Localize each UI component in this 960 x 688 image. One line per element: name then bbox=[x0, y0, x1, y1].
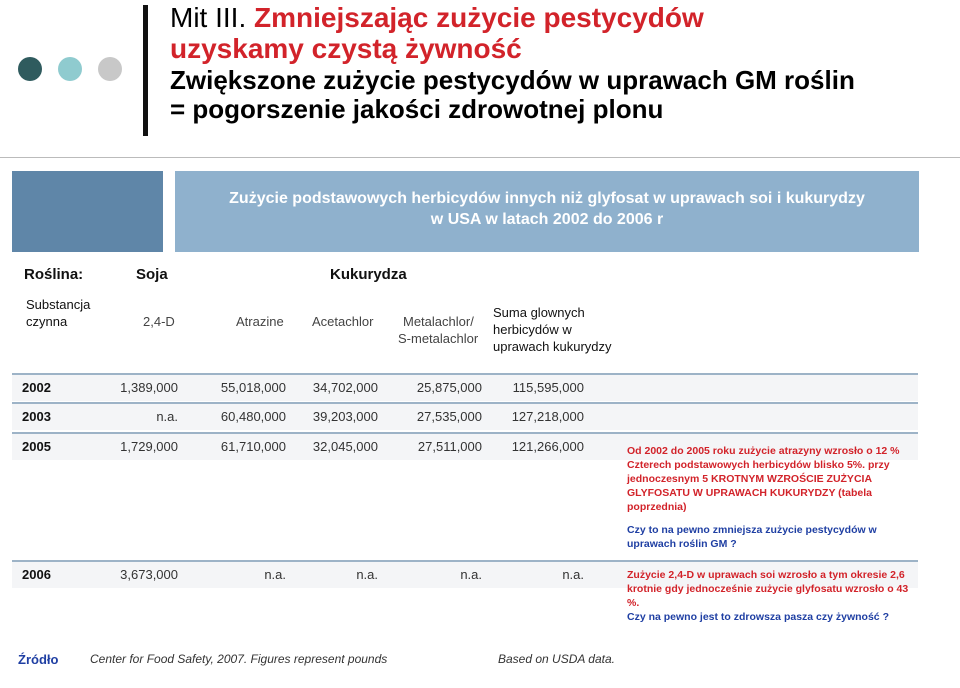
title-rule bbox=[0, 157, 960, 158]
col-sum-3: uprawach kukurydzy bbox=[493, 339, 612, 354]
cell-24d: 1,729,000 bbox=[120, 439, 178, 454]
note-atrazine: Od 2002 do 2005 roku zużycie atrazyny wzrosło o 12 % Czterech podstawowych herbicydów blisko 5%. przy jednoczesnym 5 KROTNYM WZROŚCIE ZUŻYCIA GLYFOSATU W UPRAWACH KUKURYDZY (tabela poprzednia) bbox=[627, 445, 900, 513]
cell-atrazine: n.a. bbox=[264, 567, 286, 582]
subtitle-1: Zwiększone zużycie pestycydów w uprawach GM roślin bbox=[170, 65, 855, 95]
col-sum-2: herbicydów w bbox=[493, 322, 572, 337]
table-row bbox=[12, 402, 918, 430]
cell-metalachlor: 25,875,000 bbox=[416, 380, 482, 395]
row-year: 2002 bbox=[22, 380, 51, 395]
dot-dark bbox=[18, 57, 42, 81]
cell-sum: 115,595,000 bbox=[512, 380, 584, 395]
cell-acetachlor: 32,045,000 bbox=[312, 439, 378, 454]
decorative-dots bbox=[18, 57, 122, 81]
plant-label: Roślina: bbox=[24, 266, 84, 283]
substance-label-1: Substancja bbox=[26, 297, 91, 312]
cell-acetachlor: 34,702,000 bbox=[312, 380, 378, 395]
slide-title bbox=[170, 2, 950, 124]
table-title-1: Zużycie podstawowych herbicydów innych niż glyfosat w uprawach soi i kukurydzy bbox=[229, 190, 865, 207]
substance-label bbox=[26, 296, 90, 330]
table-banner bbox=[175, 171, 919, 252]
title-line-1 bbox=[170, 2, 950, 34]
title-divider bbox=[143, 5, 148, 136]
source-right: Based on USDA data. bbox=[498, 652, 615, 666]
cell-acetachlor: n.a. bbox=[356, 567, 378, 582]
source-left: Center for Food Safety, 2007. Figures represent pounds bbox=[90, 652, 388, 666]
cell-sum: 121,266,000 bbox=[511, 439, 584, 454]
cell-acetachlor: 39,203,000 bbox=[312, 409, 378, 424]
col-sum-1: Suma glownych bbox=[493, 305, 585, 320]
corn-label: Kukurydza bbox=[330, 266, 407, 283]
cell-atrazine: 60,480,000 bbox=[220, 409, 286, 424]
cell-24d: 3,673,000 bbox=[120, 567, 178, 582]
note-question-2: Czy na pewno jest to zdrowsza pasza czy żywność ? bbox=[627, 611, 889, 623]
col-metalachlor-1: Metalachlor/ bbox=[403, 314, 474, 329]
dot-light bbox=[58, 57, 82, 81]
title-red-1: Zmniejszając zużycie pestycydów bbox=[254, 2, 704, 33]
cell-metalachlor: n.a. bbox=[460, 567, 482, 582]
table-row bbox=[12, 373, 918, 401]
col-metalachlor bbox=[398, 313, 478, 347]
title-prefix: Mit III. bbox=[170, 2, 247, 33]
note-24d: Zużycie 2,4-D w uprawach soi wzrosło a tym okresie 2,6 krotnie gdy jednocześnie zużycie glyfosatu wzrosło o 43 %. bbox=[627, 569, 909, 609]
substance-label-2: czynna bbox=[26, 314, 68, 329]
note-question-1: Czy to na pewno zmniejsza zużycie pestycydów w uprawach roślin GM ? bbox=[627, 524, 877, 550]
dot-grey bbox=[98, 57, 122, 81]
soy-label: Soja bbox=[136, 266, 168, 283]
cell-metalachlor: 27,535,000 bbox=[416, 409, 482, 424]
banner-left bbox=[12, 171, 163, 252]
subtitle-2: = pogorszenie jakości zdrowotnej plonu bbox=[170, 94, 664, 124]
col-acetachlor: Acetachlor bbox=[312, 314, 374, 329]
col-sum bbox=[493, 304, 612, 355]
row-year: 2003 bbox=[22, 409, 51, 424]
cell-sum: 127,218,000 bbox=[511, 409, 584, 424]
cell-atrazine: 61,710,000 bbox=[220, 439, 286, 454]
cell-24d: 1,389,000 bbox=[120, 380, 178, 395]
col-24d: 2,4-D bbox=[143, 314, 175, 329]
row-year: 2005 bbox=[22, 439, 51, 454]
table-title-2: w USA w latach 2002 do 2006 r bbox=[430, 211, 664, 228]
source-label: Źródło bbox=[18, 652, 59, 667]
title-red-2: uzyskamy czystą żywność bbox=[170, 33, 522, 64]
cell-metalachlor: 27,511,000 bbox=[417, 439, 482, 454]
col-metalachlor-2: S-metalachlor bbox=[398, 331, 479, 346]
cell-24d: n.a. bbox=[156, 409, 178, 424]
cell-sum: n.a. bbox=[562, 567, 584, 582]
row-year: 2006 bbox=[22, 567, 51, 582]
cell-atrazine: 55,018,000 bbox=[220, 380, 286, 395]
col-atrazine: Atrazine bbox=[236, 314, 284, 329]
